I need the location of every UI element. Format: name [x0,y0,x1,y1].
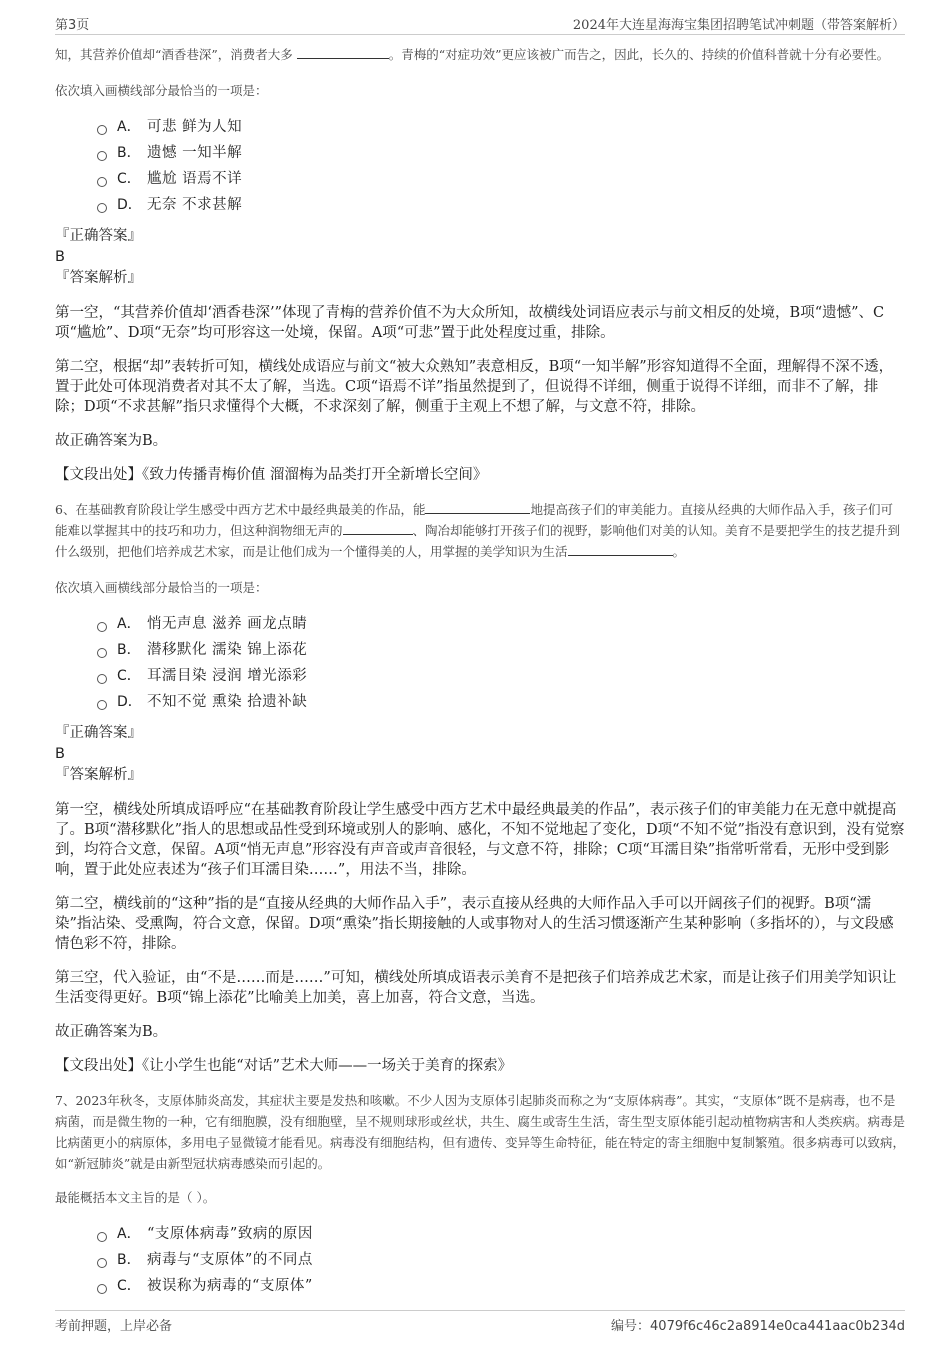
question-6-prompt: 依次填入画横线部分最恰当的一项是： [55,580,268,595]
analysis-label: 『答案解析』 [55,767,142,783]
option-d[interactable]: D． 不知不觉 熏染 拾遗补缺 [97,689,905,715]
document-code: 编号：4079f6c46c2a8914e0ca441aac0b234d [611,1319,905,1334]
explanation-paragraph: 第三空，代入验证，由“不是……而是……”可知，横线处所填成语表示美育不是把孩子们培养成艺术家，而是让孩子们用美学知识让生活变得更好。B项“锦上添花”比喻美上加美，喜上加喜，符合文意，当选。 [55,970,897,1006]
radio-button[interactable] [97,125,107,135]
footer-slogan: 考前押题，上岸必备 [55,1319,173,1334]
correct-answer: B [55,249,65,265]
radio-button[interactable] [97,1284,107,1294]
radio-button[interactable] [97,1258,107,1268]
question-5-options [55,114,905,218]
option-c[interactable]: C． 被误称为病毒的“支原体” [97,1273,905,1299]
source-citation: 【文段出处】《致力传播青梅价值 溜溜梅为品类打开全新增长空间》 [55,467,488,483]
question-7-options [55,1221,905,1299]
page-header [55,12,905,35]
page-footer [55,1310,905,1335]
fill-blank [425,499,530,514]
q5-text-part2: 。青梅的“对症功效”更应该被广而告之，因此，长久的、持续的价值科普就十分有必要性。 [388,47,890,62]
document-content [55,44,905,1299]
explanation-conclusion: 故正确答案为B。 [55,1024,168,1040]
correct-answer: B [55,746,65,762]
option-b[interactable]: B． 遗憾 一知半解 [97,140,905,166]
explanation-paragraph: 第一空，“其营养价值却‘酒香巷深’”体现了青梅的营养价值不为大众所知，故横线处词语应表示与前文相反的处境，B项“遗憾”、C项“尴尬”、D项“无奈”均可形容这一处境，保留。A项“可悲”置于此处程度过重，排除。 [55,305,885,341]
question-6-text: 6、在基础教育阶段让学生感受中西方艺术中最经典最美的作品，能 地提高孩子们的审美能力。直接从经典的大师作品入手，孩子们可能难以掌握其中的技巧和功力，但这种润物细无声的 、陶冶却能够打开孩子们的视野，影响他们对美的认知。美育不是要把学生的技艺提升到什么级别，把他们培养成艺术家，而是让他们成为一个懂得美的人，用掌握的美学知识为生活 。 [55,499,905,562]
radio-button[interactable] [97,700,107,710]
fill-blank [343,520,413,535]
radio-button[interactable] [97,648,107,658]
option-d[interactable]: D． 无奈 不求甚解 [97,192,905,218]
correct-answer-label: 『正确答案』 [55,725,142,741]
radio-button[interactable] [97,622,107,632]
radio-button[interactable] [97,151,107,161]
radio-button[interactable] [97,203,107,213]
explanation-paragraph: 第二空，横线前的“这种”指的是“直接从经典的大师作品入手”，表示直接从经典的大师作品入手可以开阔孩子们的视野。B项“濡染”指沾染、受熏陶，符合文意，保留。D项“熏染”指长期接触的人或事物对人的生活习惯逐渐产生某种影响（多指坏的），与文段感情色彩不符，排除。 [55,896,894,952]
explanation-paragraph: 第二空，根据“却”表转折可知，横线处成语应与前文“被大众熟知”表意相反，B项“一知半解”形容知道得不全面，理解得不深不透，置于此处可体现消费者对其不太了解，当选。C项“语焉不详”指虽然提到了，但说得不详细，侧重于说得不详细，而非不了解，排除；D项“不求甚解”指只求懂得个大概，不求深刻了解，侧重于主观上不想了解，与文意不符，排除。 [55,359,894,415]
option-b[interactable]: B． 病毒与“支原体”的不同点 [97,1247,905,1273]
radio-button[interactable] [97,674,107,684]
document-title: 2024年大连星海海宝集团招聘笔试冲刺题（带答案解析） [572,18,905,33]
q5-text-part1: 知，其营养价值却“酒香巷深”，消费者大多 [55,47,293,62]
correct-answer-label: 『正确答案』 [55,228,142,244]
explanation-paragraph: 第一空，横线处所填成语呼应“在基础教育阶段让学生感受中西方艺术中最经典最美的作品”，表示孩子们的审美能力在无意中就提高了。B项“潜移默化”指人的思想或品性受到环境或别人的影响、感化，不知不觉地起了变化，D项“不知不觉”指没有意识到，没有觉察到，均符合文意，保留。A项“悄无声息”形容没有声音或声音很轻，与文意不符，排除；C项“耳濡目染”指常听常看，无形中受到影响，置于此处应表述为“孩子们耳濡目染……”，用法不当，排除。 [55,802,905,878]
question-7-text: 7、2023年秋冬，支原体肺炎高发，其症状主要是发热和咳嗽。不少人因为支原体引起肺炎而称之为“支原体病毒”。其实，“支原体”既不是病毒，也不是病菌，而是微生物的一种，它有细胞膜，没有细胞壁，呈不规则球形或丝状，共生、腐生或寄生生活，寄生型支原体能引起动植物病害和人类疾病。病毒是比病菌更小的病原体，多用电子显微镜才能看见。病毒没有细胞结构，但有遗传、变异等生命特征，能在特定的寄主细胞中复制繁殖。很多病毒可以致病，如“新冠肺炎”就是由新型冠状病毒感染而引起的。 [55,1093,906,1171]
fill-blank [568,541,673,556]
analysis-label: 『答案解析』 [55,270,142,286]
fill-blank [297,44,389,59]
question-5-text [55,44,905,65]
radio-button[interactable] [97,177,107,187]
option-b[interactable]: B． 潜移默化 濡染 锦上添花 [97,637,905,663]
explanation-conclusion: 故正确答案为B。 [55,433,168,449]
source-citation: 【文段出处】《让小学生也能“对话”艺术大师——一场关于美育的探索》 [55,1058,513,1074]
question-5-prompt: 依次填入画横线部分最恰当的一项是： [55,83,268,98]
page-number: 第3页 [55,18,90,33]
question-7-prompt: 最能概括本文主旨的是（ ）。 [55,1190,216,1205]
option-c[interactable]: C． 尴尬 语焉不详 [97,166,905,192]
question-6-options [55,611,905,715]
option-a[interactable]: A． 悄无声息 滋养 画龙点睛 [97,611,905,637]
option-c[interactable]: C． 耳濡目染 浸润 增光添彩 [97,663,905,689]
option-a[interactable]: A． 可悲 鲜为人知 [97,114,905,140]
radio-button[interactable] [97,1232,107,1242]
option-a[interactable]: A． “支原体病毒”致病的原因 [97,1221,905,1247]
